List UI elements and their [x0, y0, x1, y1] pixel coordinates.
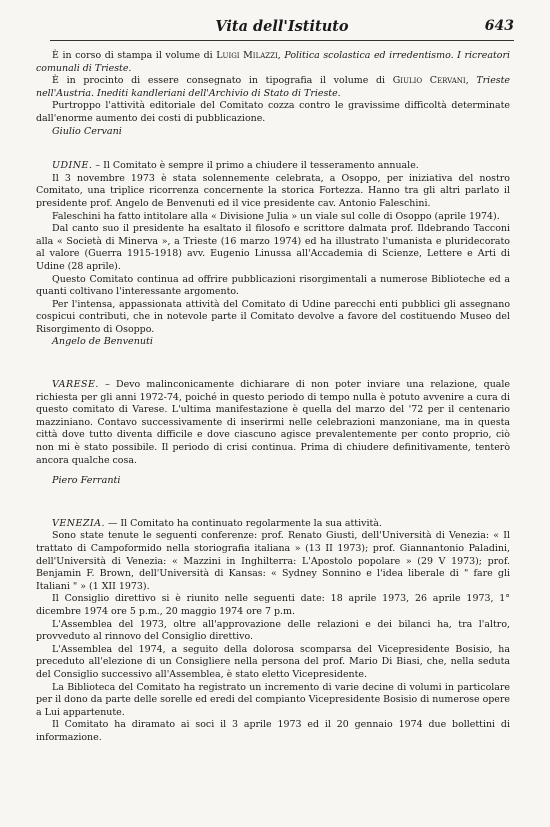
city-heading: UDINE. [52, 160, 93, 172]
paragraph: L'Assemblea del 1974, a seguito della dolorosa scomparsa del Vicepresidente Bosisio, ha preceduto all'elezione di un Consigliere nella persona del prof. Mario Di Biasi, che, nella seduta del Consiglio successivo all'Assemblea, è stato eletto Vicepresidente. [36, 643, 510, 680]
paragraph: Sono state tenute le seguenti conferenze: prof. Renato Giusti, dell'Università di Venezia: « Il trattato di Campoformido nella storiografia italiana » (13 II 1973); prof. Giannantonio Paladini, dell'Università di Venezia: « Mazzini in Inghilterra: L'Apostolo popolare » (29 V 1973); prof. Benjamin F. Brown, dell'Università di Kansas: « Sydney Sonnino e l'idea liberale di " fare gli Italiani " » (1 XII 1973). [36, 530, 510, 592]
body-text [36, 50, 510, 745]
signature: Angelo de Benvenuti [52, 336, 153, 348]
signature: Giulio Cervani [52, 125, 122, 137]
paragraph: Dal canto suo il presidente ha esaltato il filosofo e scrittore dalmata prof. Ildebrando Tacconi alla « Società di Minerva », a Trieste (16 marzo 1974) ed ha illustrato l'umanista e pluridecorato al valore (Guerra 1915-1918) avv. Eugenio Linussa all'Accademia di Scienze, Lettere e Arti di Udine (28 aprile). [36, 223, 510, 272]
author-name: Giulio Cervani [392, 75, 466, 87]
paragraph: VARESE. – Devo malinconicamente dichiarare di non poter inviare una relazione, quale richiesta per gli anni 1972-74, poiché in questo periodo di tempo nulla è potuto avvenire a cura di questo comitato di Varese. L'ultima manifestazione è quella del marzo del '72 per il centenario mazziniano. Contavo successivamente di inserirmi nelle celebrazioni manzoniane, ma in questa città dove tutto diventa difficile e dove ciascuno agisce prevalentemente per conto proprio, ciò non mi è stato possibile. Il periodo di crisi continua. Prima di chiudere definitivamente, tenterò ancora qualche cosa. [36, 379, 510, 466]
paragraph: È in corso di stampa il volume di Luigi Milazzi, Politica scolastica ed irredentismo. I ricreatori comunali di Trieste. [36, 50, 511, 74]
paragraph: La Biblioteca del Comitato ha registrato un incremento di varie decine di volumi in particolare per il dono da parte delle sorelle ed eredi del compianto Vicepresidente Bosisio di numerose opere a Lui appartenute. [36, 681, 510, 718]
book-title: Trieste nell'Austria. Inediti kandleriani dell'Archivio di Stato di Trieste. [36, 75, 511, 99]
paragraph: UDINE. – Il Comitato è sempre il primo a chiudere il tesseramento annuale. [52, 160, 419, 172]
paragraph: Faleschini ha fatto intitolare alla « Divisione Julia » un viale sul colle di Osoppo (aprile 1974). [52, 210, 500, 222]
signature: Piero Ferranti [52, 475, 121, 487]
paragraph: È in procinto di essere consegnato in tipografia il volume di Giulio Cervani, Trieste nell'Austria. Inediti kandleriani dell'Archivio di Stato di Trieste. [36, 75, 511, 99]
paragraph: Purtroppo l'attività editoriale del Comitato cozza contro le gravissime difficoltà determinate dall'enorme aumento dei costi di pubblicazione. [36, 100, 510, 124]
section-trieste [36, 50, 510, 138]
section-venezia [36, 518, 510, 745]
running-header [50, 14, 514, 41]
page-number: 643 [484, 18, 514, 34]
paragraph: Il Consiglio direttivo si è riunito nelle seguenti date: 18 aprile 1973, 26 aprile 1973, 1° dicembre 1974 ore 5 p.m., 20 maggio 1974 ore 7 p.m. [36, 593, 510, 617]
paragraph: L'Assemblea del 1973, oltre all'approvazione delle relazioni e dei bilanci ha, tra l'altro, provveduto al rinnovo del Consiglio direttivo. [36, 618, 510, 643]
paragraph: Questo Comitato continua ad offrire pubblicazioni risorgimentali a numerose Biblioteche ed a quanti coltivano l'interessante argomento. [36, 273, 510, 298]
running-title: Vita dell'Istituto [215, 18, 349, 35]
paragraph: Il Comitato ha diramato ai soci il 3 aprile 1973 ed il 20 gennaio 1974 due bollettini di informazione. [36, 719, 510, 743]
section-udine [36, 160, 510, 349]
city-heading: VARESE. [52, 379, 99, 391]
paragraph: Per l'intensa, appassionata attività del Comitato di Udine parecchi enti pubblici gli assegnano cospicui contributi, che in notevole parte il Comitato devolve a favore del costituendo Museo del Risorgimento di Osoppo. [36, 298, 510, 335]
section-varese [36, 379, 510, 488]
author-name: Luigi Milazzi [216, 50, 278, 61]
city-heading: VENEZIA. [52, 517, 105, 529]
paragraph: Il 3 novembre 1973 è stata solennemente celebrata, a Osoppo, per iniziativa del nostro Comitato, una triplice ricorrenza concernente la storica Fortezza. Hanno tra gli altri parlato il presidente prof. Angelo de Benvenuti ed il vice presidente cav. Antonio Faleschini. [36, 172, 510, 209]
book-title: Politica scolastica ed irredentismo. I ricreatori comunali di Trieste. [36, 50, 511, 74]
paragraph: VENEZIA. — Il Comitato ha continuato regolarmente la sua attività. [52, 517, 382, 529]
